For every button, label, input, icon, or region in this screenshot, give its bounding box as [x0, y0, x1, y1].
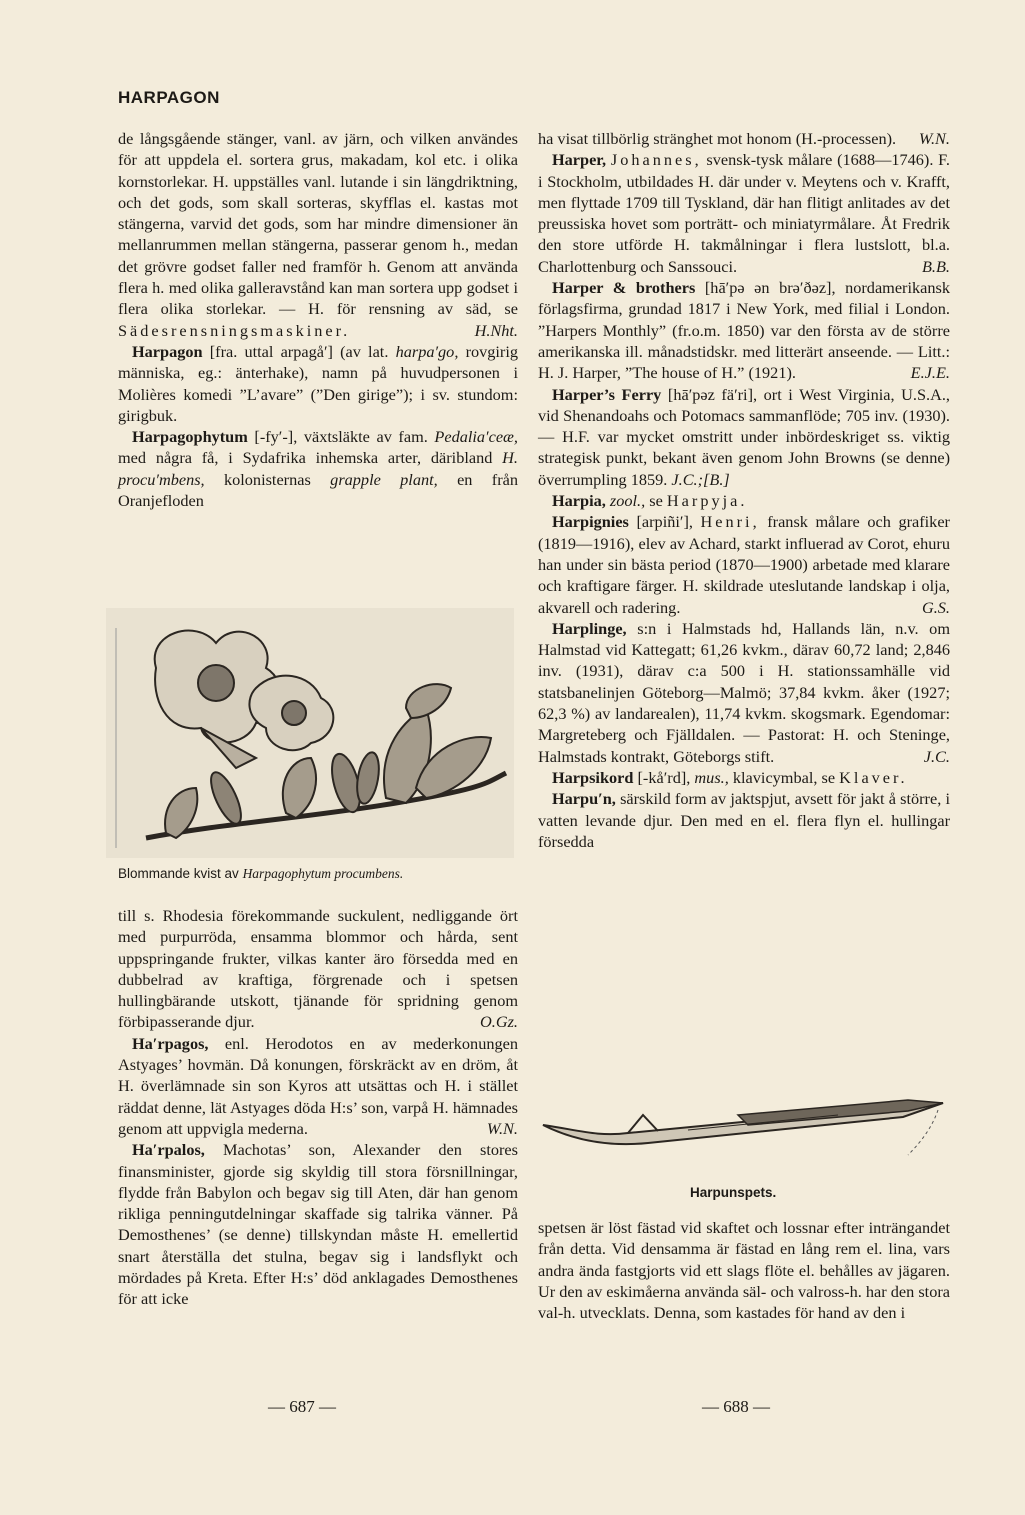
right-column-upper — [538, 128, 950, 852]
entry-continuation: ha visat tillbörlig stränghet mot honom (H.-processen). W.N. — [538, 129, 950, 148]
entry-headword: Harpu′n, — [552, 789, 616, 809]
running-head: HARPAGON — [118, 88, 220, 107]
entry-harpers-ferry: Harper’s Ferry [hā′pəz fä′ri], ort i West Virginia, U.S.A., vid Shenandoahs och Potomacs sammanflöde; 705 inv. (1930). — H.F. var mycket omstritt under inbördeskriget ss. viktig strategisk punkt, bekant även genom John Browns (se denne) överrumpling 1859. J.C.;[B.] — [538, 384, 950, 489]
entry-headword: Ha′rpalos, — [132, 1140, 205, 1160]
entry-harpalos: Ha′rpalos, Machotas’ son, Alexander den stores finansminister, gjorde sig skyldig till stora försnillningar, flydde från Babylon och begav sig till Aten, där han genom rikliga penningutdelningar skaffade sig talrika vänner. På Demosthenes’ (se denne) tillskyndan måste H. emellertid snart återställa det stulna, begav sig i landsflykt och mördades på Kreta. Efter H:s’ död anklagades Demosthenes för att icke — [118, 1140, 518, 1309]
author-signature: J.C.;[B.] — [671, 469, 730, 489]
entry-continuation: spetsen är löst fästad vid skaftet och lossnar efter inträngandet från detta. Vid densamma är fästad en lång rem el. lina, vars andra ända fastgjorts vid ett slags flöte el. behålles av jägaren. Ur den av eskimåerna använda säl- och valross-h. har den stora val-h. utvecklats. Denna, som kastades för hand av den i — [538, 1218, 950, 1323]
entry-harpignies: Harpignies [arpiñi′], Henri, fransk målare och grafiker (1819—1916), elev av Achard, starkt influerad av Corot, ehuru han under sin bästa period (1870—1900) arbetade med klarare och kraftigare färger. H. skildrade uteslutande landskap i olja, akvarell och radering. G.S. — [538, 512, 950, 617]
entry-continuation: de långsgående stänger, vanl. av järn, och vilken användes för att uppdela el. sortera grus, makadam, kol etc. i olika kornstorlekar. H. uppställes vanl. lutande i sin längdriktning, och det gods, som skall sorteras, skyfflas el. kastas mot stängerna, varvid det gods, som har mindre dimensioner än mellanrummen mellan stängerna, passerar genom h., medan det grövre godset faller ned framför h. Genom att använda flera h. med olika galleravstånd kan man sortera upp godset i flera olika storlekar. — H. för rensning av säd, se Sädesrensningsmaskiner. H.Nht. — [118, 129, 518, 340]
entry-harpagon: Harpagon [fra. uttal arpagå′] (av lat. harpa′go, rovgirig människa, eg.: änterhake), namn på huvudpersonen i Molières komedi ”L’avare” (”Den girige”); i sv. stundom: girigbuk. — [118, 341, 519, 425]
figure-caption: Blommande kvist av Harpagophytum procumbens. — [118, 866, 404, 881]
entry-headword: Harper & brothers — [552, 278, 696, 298]
author-signature: H.Nht. — [474, 320, 518, 340]
harpoon-illustration — [538, 1085, 950, 1165]
author-signature: W.N. — [486, 1118, 518, 1138]
entry-headword: Harpsikord — [552, 767, 634, 787]
cross-reference[interactable]: Sädesrensningsmaskiner. — [118, 320, 351, 340]
author-signature: B.B. — [921, 256, 950, 276]
author-signature: E.J.E. — [910, 363, 950, 383]
page-number-left: — 687 — — [268, 1397, 336, 1416]
author-signature: J.C. — [923, 746, 950, 766]
cross-reference[interactable]: Harpyja. — [666, 491, 748, 511]
entry-harpsikord: Harpsikord [-kå′rd], mus., klavicymbal, se Klaver. — [552, 767, 908, 787]
author-signature: W.N. — [918, 129, 950, 148]
entry-harper-brothers: Harper & brothers [hā′pə ən brə′ðəz], nordamerikansk förlagsfirma, grundad 1817 i New York, med filial i London. ”Harpers Monthly” (fr.o.m. 1850) var den första av de större amerikanska ill. månadstidskr. med litterärt anseende. — Litt.: H. J. Harper, ”The house of H.” (1921). E.J.E. — [538, 278, 950, 383]
cross-reference[interactable]: Klaver. — [839, 767, 908, 787]
entry-harpun: Harpu′n, särskild form av jaktspjut, avsett för jakt å större, i vatten levande djur. Den med en el. flera flyn el. hullingar försedda — [538, 789, 950, 851]
author-signature: O.Gz. — [480, 1012, 518, 1032]
author-signature: G.S. — [921, 597, 950, 617]
entry-harpagos: Ha′rpagos, enl. Herodotos en av mederkonungen Astyages’ hovmän. Då konungen, förskräckt av en dröm, åt H. överlämnade sin son Kyros att utsättas och H. i stället räddat denne, lät Astyages döda H:s’ son, varpå H. hämnades genom att uppvigla mederna. W.N. — [118, 1033, 518, 1138]
entry-harper: Harper, Johannes, svensk-tysk målare (1688—1746). F. i Stockholm, utbildades H. där under v. Meytens och v. Krafft, men flyttade 1709 till Tyskland, där han flitigt anlitades av det preussiska hovet som porträtt- och miniatyrmålare. Åt Fredrik den store utförde H. takmålningar i flera lustslott, bl.a. Charlottenburg och Sanssouci. B.B. — [538, 150, 950, 276]
entry-continuation: till s. Rhodesia förekommande suckulent, nedliggande ört med purpurröda, ensamma blommor och hårda, sent uppspringande frukter, vilkas kanter äro försedda med en dubbelrad av kraftiga, förgrenade och i spetsen hullingbärande utskott, tjänande för spridning genom förbipasserande djur. O.Gz. — [118, 906, 518, 1032]
entry-headword: Harpagophytum — [132, 427, 248, 447]
left-column-upper — [118, 128, 518, 511]
entry-harpia: Harpia, zool., se Harpyja. — [552, 491, 748, 511]
entry-harplinge: Harplinge, s:n i Halmstads hd, Hallands län, n.v. om Halmstad vid Kattegatt; 61,26 kvkm., därav 60,72 land; 2,846 inv. (1931), därav c:a 500 i H. stationssamhälle vid statsbanelinjen Göteborg—Malmö; 37,84 kvkm. åker (1927; 62,3 %) av landarealen), 11,74 kvkm. skogsmark. Egendomar: Margreteberg och Fjälldalen. — Pastorat: H. och Steninge, Halmstads kontrakt, Göteborgs stift. J.C. — [538, 618, 950, 766]
entry-headword: Harper’s Ferry — [552, 384, 662, 404]
entry-headword: Ha′rpagos, — [132, 1033, 209, 1053]
right-column-lower — [538, 1217, 950, 1323]
flower-illustration — [106, 608, 514, 858]
entry-harpagophytum: Harpagophytum [-fy′-], växtsläkte av fam. Pedalia′ceæ, med några få, i Sydafrika inhemska arter, däribland H. procu′mbens, kolonisternas grapple plant, en från Oranjefloden — [118, 427, 519, 511]
entry-headword: Harpagon — [132, 341, 203, 361]
entry-headword: Harper, — [552, 150, 607, 170]
figure-caption: Harpunspets. — [690, 1185, 777, 1200]
entry-headword: Harpia, — [552, 491, 606, 511]
page-number-right: — 688 — — [702, 1397, 770, 1416]
entry-headword: Harpignies — [552, 512, 629, 532]
left-column-lower — [118, 905, 518, 1310]
entry-headword: Harplinge, — [552, 618, 627, 638]
